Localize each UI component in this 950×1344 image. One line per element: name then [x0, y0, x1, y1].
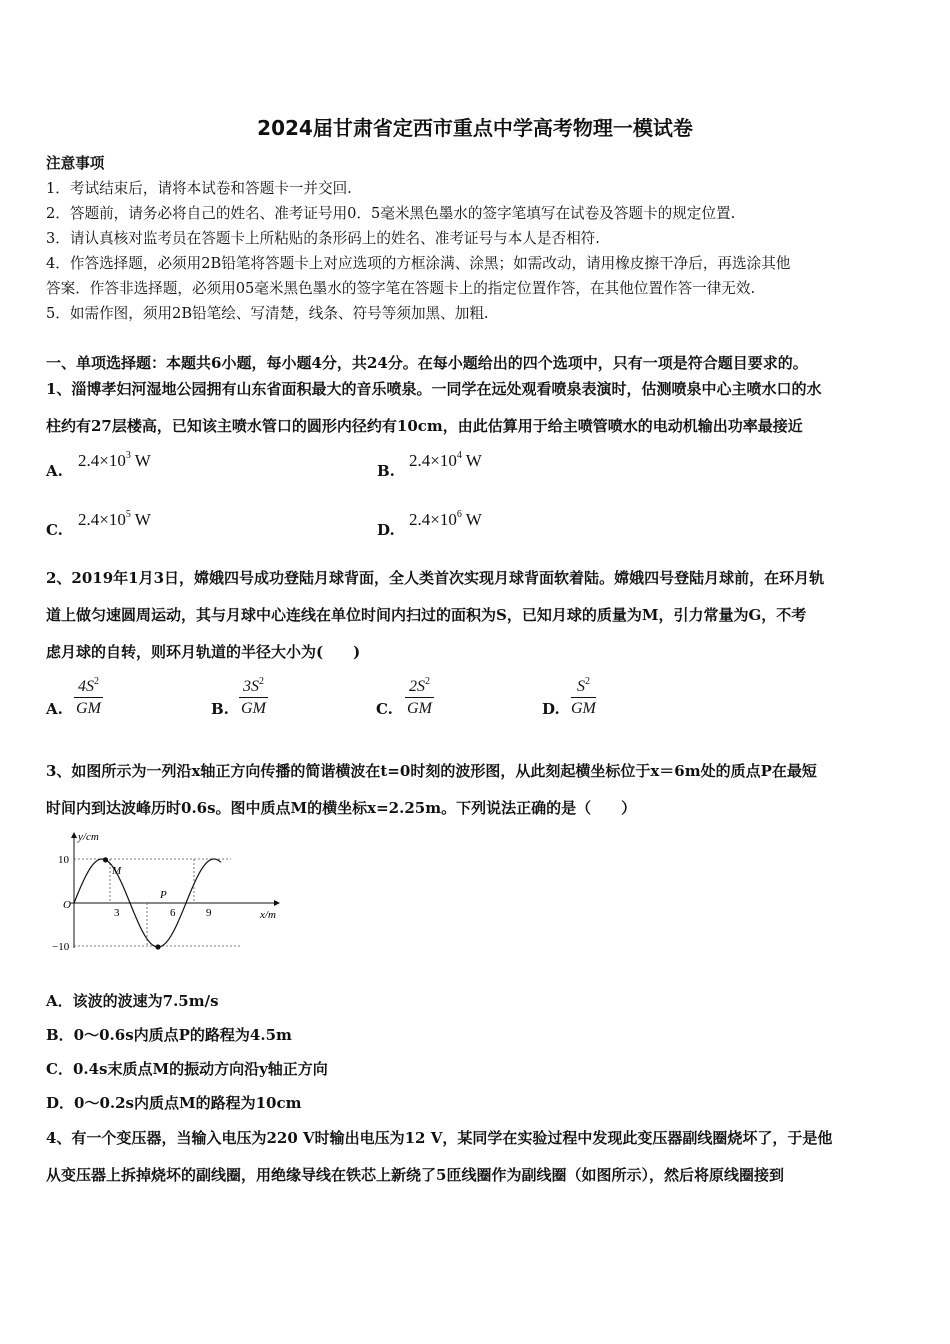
x-axis-arrow	[274, 900, 280, 906]
q3-option-d: D．0～0.2s内质点M的路程为10cm	[46, 1094, 302, 1112]
q2-stem-line: 道上做匀速圆周运动，其与月球中心连线在单位时间内扫过的面积为S，已知月球的质量为M，引力常量为G，不考	[46, 606, 807, 624]
q2-option-d-label: D.	[542, 700, 560, 718]
q3-option-c: C．0.4s末质点M的振动方向沿y轴正方向	[46, 1060, 328, 1078]
x-tick-label: 6	[170, 907, 176, 919]
q1-stem-line: 柱约有27层楼高，已知该主喷水管口的圆形内径约有10cm，由此估算用于给主喷管喷水的电动机输出功率最接近	[46, 417, 803, 435]
q3-stem-line: 时间内到达波峰历时0.6s。图中质点M的横坐标x=2.25m。下列说法正确的是（ ）	[46, 799, 637, 817]
x-tick-label: 9	[206, 907, 212, 919]
exam-title: 2024届甘肃省定西市重点中学高考物理一模试卷	[257, 116, 693, 140]
q2-option-c-fraction: $\frac{2S^2}{GM}$	[405, 676, 434, 718]
q2-option-c-label: C.	[376, 700, 393, 718]
y-tick-label: 10	[58, 854, 69, 866]
point-m-label: M	[112, 865, 122, 877]
x-axis-label: x/m	[260, 909, 276, 921]
notes-item: 答案．作答非选择题，必须用05毫米黑色墨水的签字笔在答题卡上的指定位置作答，在其他位置作答一律无效.	[46, 280, 756, 297]
q2-option-d-fraction: $\frac{S^2}{GM}$	[571, 676, 596, 717]
q1-option-a-label: A.	[46, 462, 63, 480]
q2-stem-line: 虑月球的自转，则环月轨道的半径大小为( )	[46, 643, 361, 661]
q2-option-b-label: B.	[211, 700, 229, 718]
q1-option-b-label: B.	[377, 462, 395, 480]
notes-item: 4．作答选择题，必须用2B铅笔将答题卡上对应选项的方框涂满、涂黑；如需改动，请用橡皮擦干净后，再选涂其他	[46, 255, 791, 272]
point-p-label: P	[160, 889, 167, 901]
notes-item: 1．考试结束后，请将本试卷和答题卡一并交回.	[46, 180, 352, 197]
notes-heading: 注意事项	[46, 155, 105, 172]
q1-option-a-value: $2.4\times 10^3$ W	[78, 450, 151, 470]
q2-stem-line: 2、2019年1月3日，嫦娥四号成功登陆月球背面，全人类首次实现月球背面软着陆。嫦娥四号登陆月球前，在环月轨	[46, 569, 825, 587]
y-tick-label: −10	[52, 941, 70, 953]
y-axis-label: y/cm	[78, 831, 99, 843]
q1-option-c-label: C.	[46, 521, 63, 539]
wave-graph	[46, 828, 286, 958]
q1-option-b-value: $2.4\times 10^4$ W	[409, 450, 482, 470]
notes-item: 5．如需作图，须用2B铅笔绘、写清楚，线条、符号等须加黑、加粗.	[46, 305, 489, 322]
q3-option-b: B．0～0.6s内质点P的路程为4.5m	[46, 1026, 292, 1044]
q1-option-d-value: $2.4\times 10^6$ W	[409, 509, 482, 529]
y-axis-arrow	[71, 832, 77, 838]
x-tick-label: 3	[114, 907, 120, 919]
q4-stem-line: 从变压器上拆掉烧坏的副线圈，用绝缘导线在铁芯上新绕了5匝线圈作为副线圈（如图所示），然后将原线圈接到	[46, 1166, 784, 1184]
notes-item: 2．答题前，请务必将自己的姓名、准考证号用0．5毫米黑色墨水的签字笔填写在试卷及答题卡的规定位置.	[46, 205, 736, 222]
point-m	[103, 857, 108, 862]
q2-option-a-fraction: $\frac{4S^2}{GM}$	[74, 676, 103, 718]
q4-stem-line: 4、有一个变压器，当输入电压为220 V时输出电压为12 V，某同学在实验过程中发现此变压器副线圈烧坏了，于是他	[46, 1129, 833, 1147]
q1-option-c-value: $2.4\times 10^5$ W	[78, 509, 151, 529]
origin-label: O	[63, 899, 71, 911]
q2-option-a-label: A.	[46, 700, 63, 718]
q2-option-b-fraction: $\frac{3S^2}{GM}$	[239, 676, 268, 718]
q3-option-a: A．该波的波速为7.5m/s	[46, 992, 219, 1010]
section-heading: 一、单项选择题：本题共6小题，每小题4分，共24分。在每小题给出的四个选项中，只有一项是符合题目要求的。	[46, 354, 808, 372]
notes-item: 3．请认真核对监考员在答题卡上所粘贴的条形码上的姓名、准考证号与本人是否相符.	[46, 230, 600, 247]
q3-stem-line: 3、如图所示为一列沿x轴正方向传播的简谐横波在t=0时刻的波形图，从此刻起横坐标位于x＝6m处的质点P在最短	[46, 762, 817, 780]
q1-stem-line: 1、淄博孝妇河湿地公园拥有山东省面积最大的音乐喷泉。一同学在远处观看喷泉表演时，估测喷泉中心主喷水口的水	[46, 380, 822, 398]
point-p	[155, 944, 160, 949]
q1-option-d-label: D.	[377, 521, 395, 539]
